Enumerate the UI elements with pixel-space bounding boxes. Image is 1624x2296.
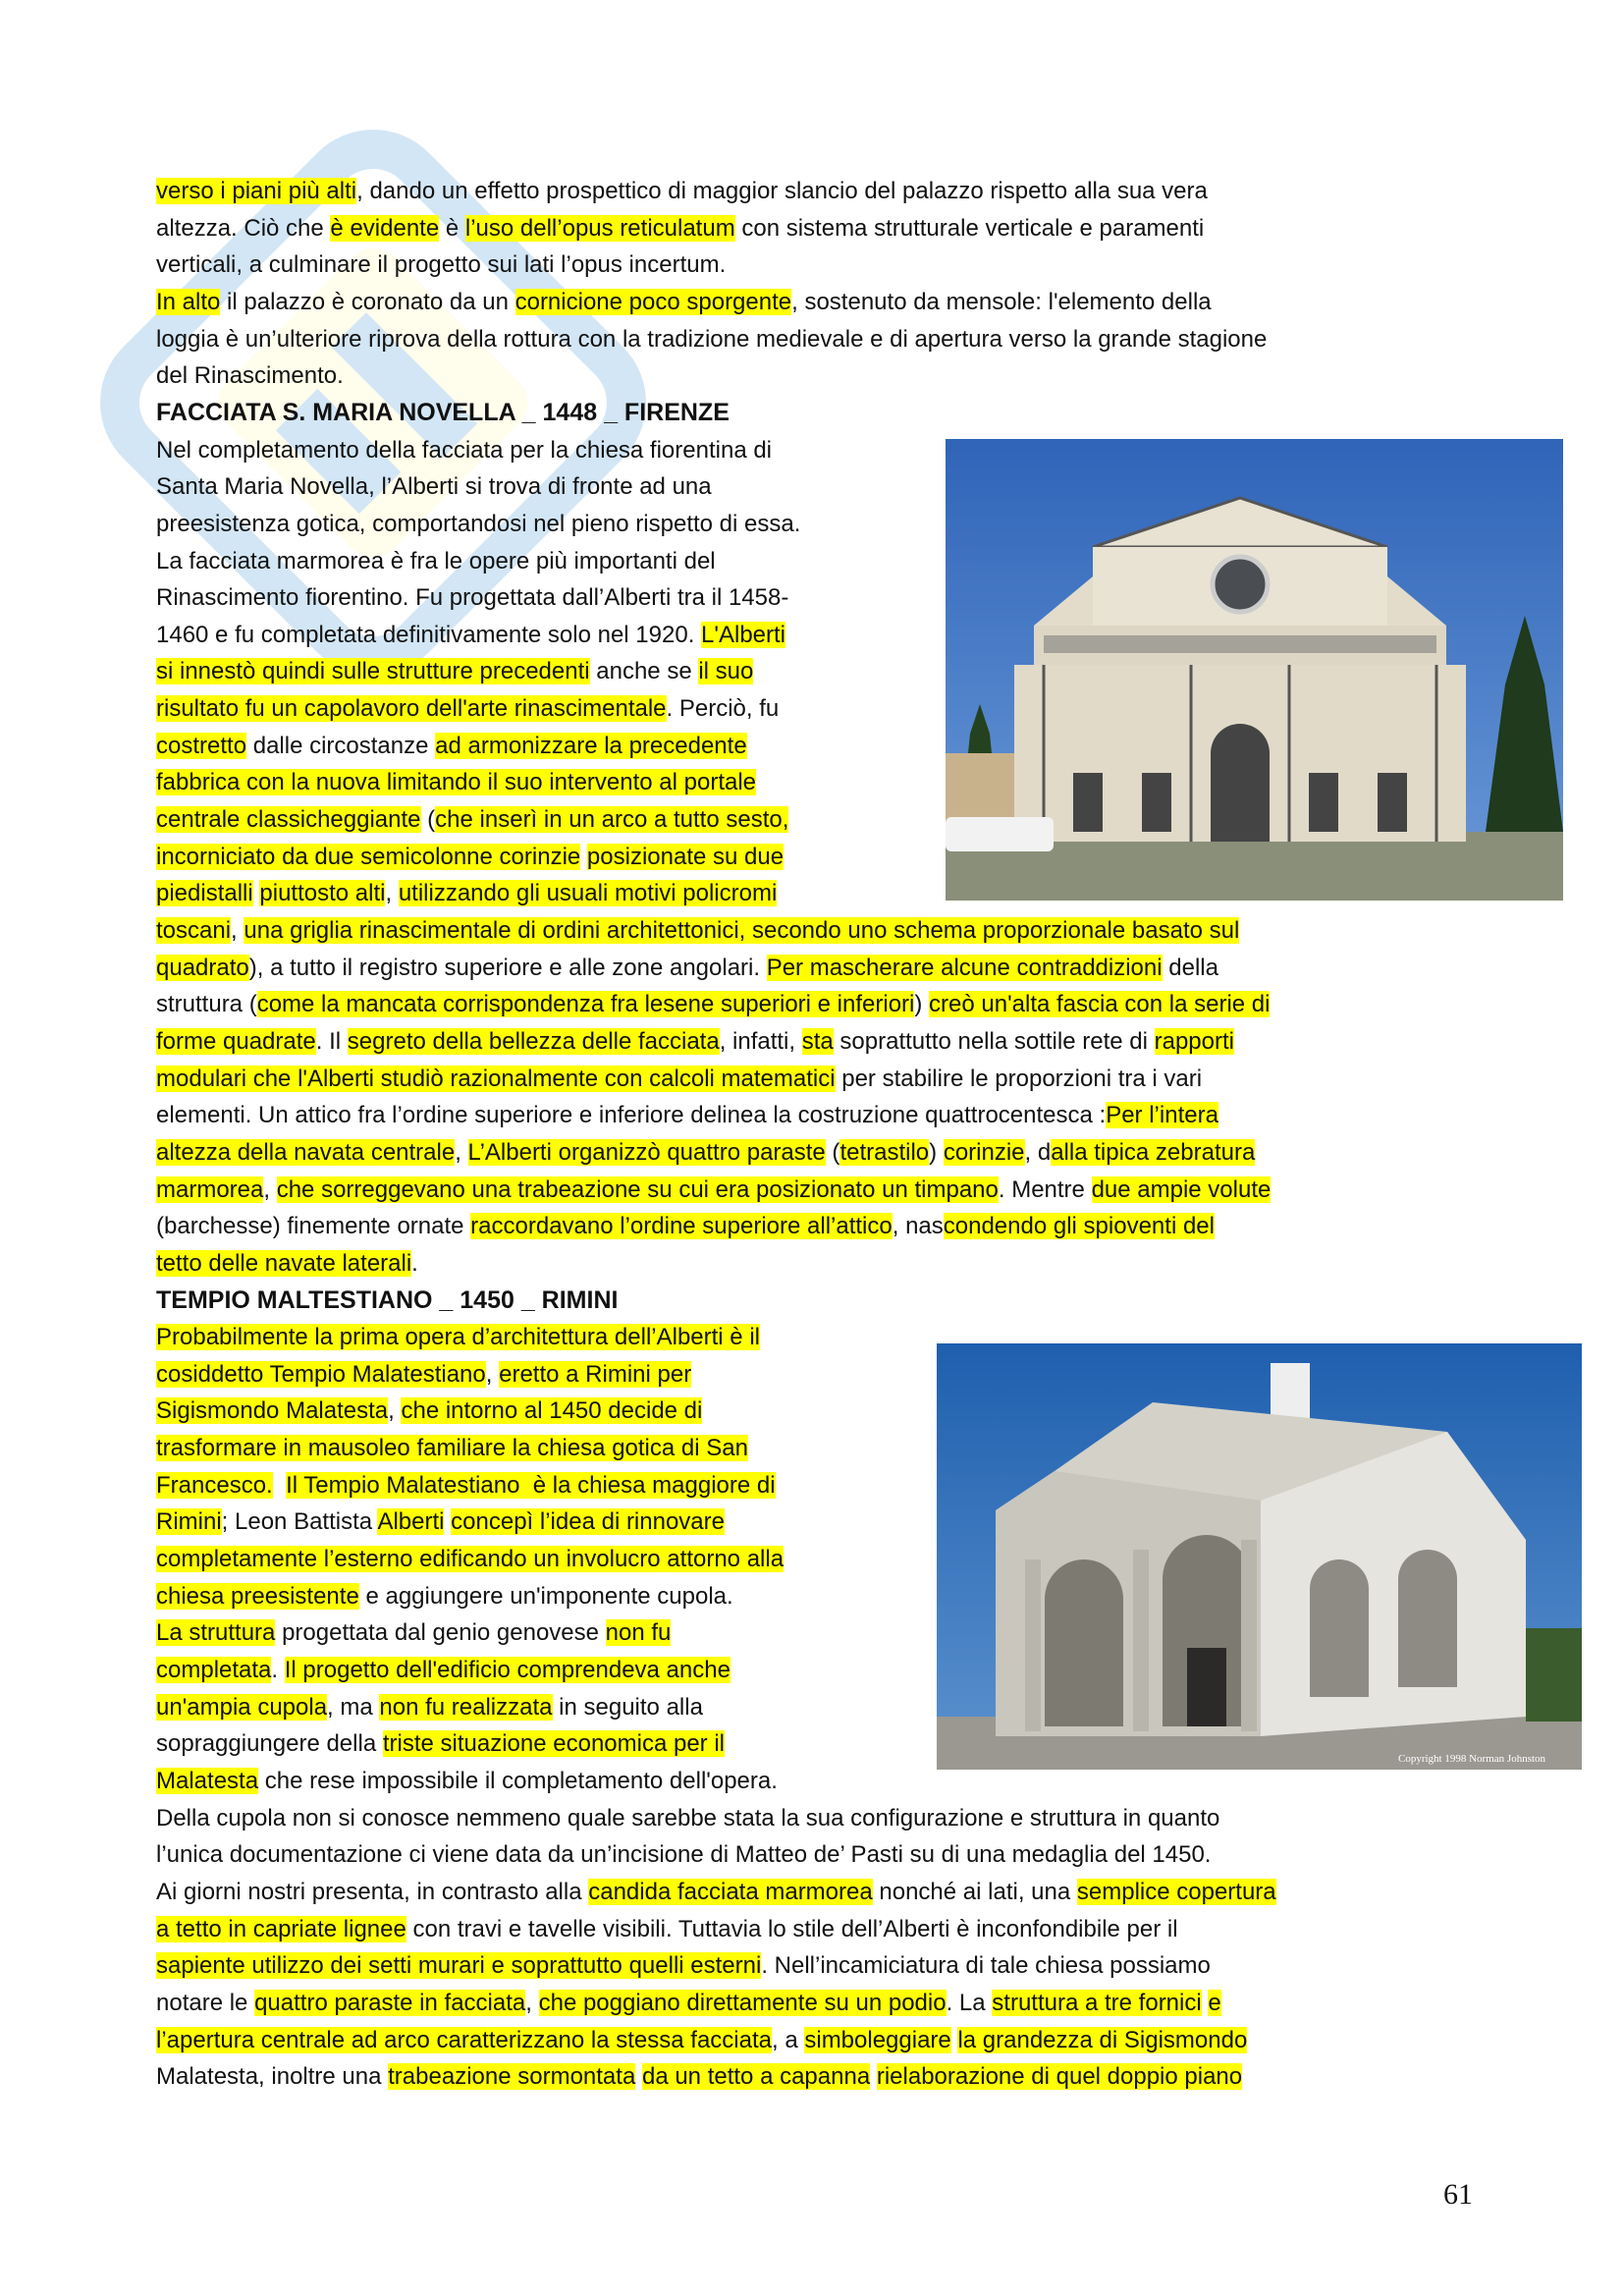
text-span: , ma — [327, 1693, 380, 1721]
text-span — [635, 2063, 642, 2090]
highlighted-text: modulari che l'Alberti studiò razionalmente con calcoli matematici — [156, 1065, 836, 1092]
highlighted-text: forme quadrate — [156, 1027, 316, 1055]
text-span: anche se — [589, 658, 699, 685]
text-span: . Mentre — [998, 1175, 1092, 1203]
text-line — [156, 1947, 1211, 1985]
highlighted-text: e — [1208, 1989, 1221, 2016]
text-span: , — [231, 917, 244, 944]
text-line — [156, 1911, 1178, 1948]
text-span: in seguito alla — [552, 1693, 703, 1721]
text-line — [156, 1061, 1202, 1098]
text-line — [156, 1356, 691, 1394]
text-line — [156, 950, 1218, 987]
highlighted-text: che poggiano direttamente su un podio — [538, 1989, 947, 2016]
text-span: struttura ( — [156, 991, 257, 1018]
highlighted-text: La struttura — [156, 1619, 276, 1647]
highlighted-text: concepì l’idea di rinnovare — [451, 1508, 725, 1536]
text-span: che rese impossibile il completamento dell'opera. — [258, 1767, 778, 1794]
highlighted-text: una griglia rinascimentale di ordini architettonici, secondo uno schema proporzionale basato sul — [244, 917, 1240, 944]
text-line — [156, 1319, 760, 1356]
text-span: il palazzo è coronato da un — [220, 288, 515, 315]
highlighted-text: fabbrica con la nuova limitando il suo intervento al portale — [156, 769, 757, 796]
highlighted-text: che intorno al 1450 decide di — [401, 1397, 703, 1425]
text-span: , a — [772, 2026, 805, 2053]
text-span: è — [439, 214, 465, 242]
text-span: nonché ai lati, una — [872, 1878, 1077, 1905]
highlighted-text: centrale classicheggiante — [156, 806, 421, 834]
text-line — [156, 617, 785, 654]
highlighted-text: completamente l’esterno edificando un involucro attorno alla — [156, 1546, 785, 1573]
highlighted-text: Il progetto dell'edificio comprendeva anche — [284, 1657, 731, 1683]
highlighted-text: posizionate su due — [586, 843, 785, 870]
text-span: per stabilire le proporzioni tra i vari — [835, 1065, 1203, 1092]
page-number: 61 — [1443, 2178, 1473, 2211]
text-span — [273, 1472, 286, 1499]
highlighted-text: da un tetto a capanna — [641, 2063, 871, 2091]
text-span: ), a tutto il registro superiore e alle zone angolari. — [248, 954, 767, 981]
highlighted-text: il suo — [698, 658, 754, 685]
highlighted-text: cornicione poco sporgente — [514, 288, 792, 315]
text-span — [580, 844, 587, 870]
text-line — [156, 357, 344, 395]
text-line — [156, 1578, 733, 1615]
highlighted-text: corinzie — [943, 1138, 1025, 1166]
text-span: ) — [914, 991, 930, 1018]
highlighted-text: L’Alberti organizzò quattro paraste — [467, 1138, 826, 1166]
text-line — [156, 1985, 1221, 2022]
highlighted-text: Per mascherare alcune contraddizioni — [766, 954, 1163, 981]
section-heading — [156, 1283, 618, 1320]
highlighted-text: L'Alberti — [701, 621, 786, 648]
text-span: 1460 e fu completata definitivamente solo nel 1920. — [156, 621, 702, 648]
text-line — [156, 1725, 725, 1763]
highlighted-text: che inserì in un arco a tutto sesto, — [435, 806, 789, 834]
text-line — [156, 839, 784, 876]
text-span: , infatti, — [719, 1027, 802, 1055]
text-span: , sostenuto da mensole: l'elemento della — [791, 288, 1212, 315]
text-line — [156, 1172, 1271, 1209]
text-line — [156, 468, 712, 506]
highlighted-text: utilizzando gli usuali motivi policromi — [398, 880, 778, 907]
text-line — [156, 432, 772, 469]
text-span: con sistema strutturale verticale e paramenti — [734, 214, 1205, 242]
text-span: della — [1162, 954, 1218, 981]
text-span: , — [525, 1989, 539, 2016]
text-span: . — [271, 1657, 285, 1683]
text-line — [156, 1689, 703, 1726]
text-line — [156, 1245, 418, 1283]
text-line — [156, 986, 1270, 1023]
photo-copyright: Copyright 1998 Norman Johnston — [1398, 1753, 1546, 1765]
highlighted-text: l’apertura centrale ad arco caratterizzano la stessa facciata — [156, 2026, 772, 2053]
text-span: elementi. Un attico fra l’ordine superiore e inferiore delinea la costruzione quattrocentesca : — [156, 1102, 1107, 1129]
text-line — [156, 912, 1239, 950]
text-line — [156, 1023, 1234, 1061]
text-line — [156, 543, 716, 580]
highlighted-text: ad armonizzare la precedente — [435, 732, 747, 759]
text-line — [156, 1208, 1215, 1245]
highlighted-text: cosiddetto Tempio Malatestiano — [156, 1360, 486, 1388]
highlighted-text: Francesco. — [156, 1471, 273, 1499]
highlighted-text: semplice copertura — [1076, 1878, 1276, 1905]
text-span: , — [385, 880, 399, 907]
text-span: . — [411, 1249, 418, 1277]
text-span: ( — [825, 1138, 840, 1166]
text-span: ) — [929, 1138, 944, 1166]
highlighted-text: si innestò quindi sulle strutture precedenti — [156, 658, 590, 685]
text-span: loggia è un’ulteriore riprova della rottura con la tradizione medievale e di apertura verso la grande stagione — [156, 325, 1268, 353]
text-span: Malatesta, inoltre una — [156, 2063, 389, 2091]
highlighted-text: a tetto in capriate lignee — [156, 1915, 406, 1942]
text-line — [156, 1836, 1211, 1874]
text-span: , — [485, 1360, 500, 1388]
highlighted-text: piuttosto alti — [259, 880, 386, 907]
text-line — [156, 284, 1212, 321]
text-span: (barchesse) finemente ornate — [156, 1213, 471, 1240]
highlighted-text: candida facciata marmorea — [588, 1878, 873, 1905]
highlighted-text: rielaborazione di quel doppio piano — [876, 2063, 1243, 2091]
text-span: . Nell’incamiciatura di tale chiesa possiamo — [761, 1952, 1211, 1980]
highlighted-text: raccordavano l’ordine superiore all’attico — [470, 1213, 893, 1240]
highlighted-text: sta — [801, 1027, 834, 1055]
highlighted-text: Per l’intera — [1106, 1102, 1218, 1129]
highlighted-text: trabeazione sormontata — [388, 2063, 636, 2091]
highlighted-text: Rimini — [156, 1508, 222, 1536]
text-line — [156, 764, 756, 801]
text-span: preesistenza gotica, comportandosi nel pieno rispetto di essa. — [156, 510, 801, 537]
text-span: progettata dal genio genovese — [275, 1619, 606, 1647]
highlighted-text: completata — [156, 1657, 272, 1683]
highlighted-text: segreto della bellezza delle facciata — [347, 1027, 720, 1055]
text-line — [156, 1874, 1276, 1911]
text-span: , d — [1024, 1138, 1052, 1166]
highlighted-text: quattro paraste in facciata — [254, 1989, 526, 2016]
text-span: ; Leon Battista — [221, 1508, 378, 1536]
highlighted-text: condendo gli spioventi del — [943, 1213, 1215, 1240]
text-line — [156, 1652, 731, 1689]
highlighted-text: l’uso dell’opus reticulatum — [464, 214, 735, 242]
highlighted-text: non fu realizzata — [379, 1693, 553, 1721]
highlighted-text: chiesa preesistente — [156, 1582, 359, 1610]
text-span: con travi e tavelle visibili. Tuttavia lo stile dell’Alberti è inconfondibile per il — [406, 1915, 1178, 1942]
text-span: del Rinascimento. — [156, 362, 344, 390]
highlighted-text: marmorea — [156, 1175, 264, 1203]
highlighted-text: Malatesta — [156, 1767, 259, 1794]
highlighted-text: la grandezza di Sigismondo — [957, 2026, 1248, 2053]
text-line — [156, 653, 753, 690]
highlighted-text: sapiente utilizzo dei setti murari e soprattutto quelli esterni — [156, 1952, 762, 1980]
highlighted-text: Probabilmente la prima opera d’architettura dell’Alberti è il — [156, 1324, 760, 1351]
text-span: dalle circostanze — [246, 732, 436, 759]
text-line — [156, 2022, 1247, 2059]
highlighted-text: piedistalli — [156, 880, 253, 907]
highlighted-text: Sigismondo Malatesta — [156, 1397, 389, 1425]
highlighted-text: risultato fu un capolavoro dell'arte rinascimentale — [156, 695, 667, 723]
text-line — [156, 506, 800, 543]
text-span: La facciata marmorea è fra le opere più importanti del — [156, 547, 716, 574]
text-span: Nel completamento della facciata per la chiesa fiorentina di — [156, 436, 773, 464]
text-span: verticali, a culminare il progetto sui lati l’opus incertum. — [156, 251, 727, 279]
text-span: e aggiungere un'imponente cupola. — [358, 1582, 733, 1610]
text-line — [156, 1503, 725, 1541]
text-line — [156, 690, 779, 728]
highlighted-text: come la mancata corrispondenza fra lesene superiori e inferiori — [256, 991, 915, 1018]
highlighted-text: verso i piani più alti — [156, 178, 357, 204]
text-span: . Il — [315, 1027, 348, 1055]
text-span: . La — [946, 1989, 993, 2016]
highlighted-text: è evidente — [330, 214, 440, 242]
text-line — [156, 1763, 778, 1800]
highlighted-text: tetrastilo — [839, 1138, 930, 1166]
text-span: altezza. Ciò che — [156, 214, 331, 242]
text-line — [156, 579, 788, 617]
text-span: Rinascimento fiorentino. Fu progettata dall’Alberti tra il 1458- — [156, 584, 789, 612]
highlighted-text: tetto delle navate laterali — [156, 1249, 412, 1277]
text-line — [156, 1614, 671, 1652]
highlighted-text: Il Tempio Malatestiano è la chiesa maggiore di — [286, 1471, 776, 1499]
highlighted-text: che sorreggevano una trabeazione su cui era posizionato un timpano — [276, 1175, 999, 1203]
tempio-malatestiano-photo — [937, 1343, 1582, 1770]
highlighted-text: trasformare in mausoleo familiare la chiesa gotica di San — [156, 1435, 748, 1462]
text-span: , nas — [892, 1213, 944, 1240]
text-line — [156, 173, 1208, 210]
highlighted-text: eretto a Rimini per — [499, 1360, 692, 1388]
highlighted-text: non fu — [605, 1619, 672, 1647]
text-span: ( — [420, 806, 436, 834]
text-line — [156, 2058, 1242, 2096]
highlighted-text: simboleggiare — [804, 2026, 951, 2053]
text-span: sopraggiungere della — [156, 1730, 383, 1758]
text-span: , — [388, 1397, 402, 1425]
text-span: notare le — [156, 1989, 255, 2016]
text-line — [156, 1467, 776, 1504]
text-line — [156, 801, 788, 839]
text-span: Della cupola non si conosce nemmeno quale sarebbe stata la sua configurazione e struttura in quanto — [156, 1804, 1220, 1831]
text-line — [156, 321, 1267, 358]
text-span: TEMPIO MALTESTIANO _ 1450 _ RIMINI — [156, 1285, 619, 1314]
highlighted-text: Alberti — [377, 1508, 445, 1536]
text-line — [156, 1541, 784, 1578]
text-line — [156, 1097, 1218, 1134]
highlighted-text: due ampie volute — [1091, 1175, 1272, 1203]
highlighted-text: altezza della navata centrale — [156, 1138, 456, 1166]
text-span: . Perciò, fu — [666, 695, 780, 723]
text-line — [156, 728, 747, 765]
text-span: soprattutto nella sottile rete di — [833, 1027, 1155, 1055]
highlighted-text: struttura a tre fornici — [992, 1989, 1202, 2016]
text-span: l’unica documentazione ci viene data da un’incisione di Matteo de’ Pasti su di una medaglia del 1450. — [156, 1841, 1212, 1869]
highlighted-text: In alto — [156, 288, 221, 315]
text-span — [870, 2063, 877, 2090]
text-line — [156, 246, 726, 284]
text-line — [156, 1393, 702, 1430]
section-heading — [156, 395, 730, 432]
text-span: FACCIATA S. MARIA NOVELLA _ 1448 _ FIRENZE — [156, 398, 730, 426]
highlighted-text: un'ampia cupola — [156, 1693, 328, 1721]
text-line — [156, 1430, 748, 1467]
text-line — [156, 1800, 1219, 1837]
highlighted-text: quadrato — [156, 954, 249, 981]
text-span: Ai giorni nostri presenta, in contrasto alla — [156, 1878, 589, 1905]
highlighted-text: incorniciato da due semicolonne corinzie — [156, 843, 581, 870]
text-span: Santa Maria Novella, l’Alberti si trova di fronte ad una — [156, 473, 712, 501]
highlighted-text: creò un'alta fascia con la serie di — [929, 991, 1271, 1018]
highlighted-text: rapporti — [1154, 1027, 1234, 1055]
text-span: , — [455, 1138, 468, 1166]
highlighted-text: alla tipica zebratura — [1051, 1138, 1256, 1166]
highlighted-text: triste situazione economica per il — [382, 1730, 726, 1758]
text-span: , dando un effetto prospettico di maggior slancio del palazzo rispetto alla sua vera — [356, 178, 1208, 204]
text-line — [156, 210, 1204, 247]
text-line — [156, 1134, 1255, 1172]
text-line — [156, 875, 777, 912]
text-span: , — [263, 1175, 277, 1203]
santa-maria-novella-photo — [946, 439, 1563, 901]
highlighted-text: costretto — [156, 732, 247, 759]
highlighted-text: toscani — [156, 917, 232, 944]
